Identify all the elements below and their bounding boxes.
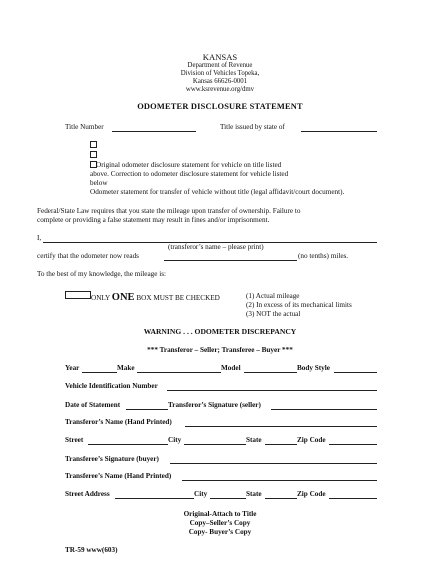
city2-field[interactable] (210, 491, 246, 499)
knowledge-label: To the best of my knowledge, the mileage is: (37, 270, 167, 278)
transferee-printed-name-field[interactable] (182, 473, 377, 481)
title-issued-state-field[interactable] (301, 124, 377, 132)
transferee-signature-field[interactable] (170, 456, 377, 464)
copy-buyer: Copy- Buyer’s Copy (188, 528, 252, 536)
state2-label: State (246, 490, 262, 498)
option-excess-limits: (2) In excess of its mechanical limits (246, 301, 352, 309)
street-field[interactable] (88, 437, 168, 445)
box-must-be-checked-label: BOX MUST BE CHECKED (136, 294, 220, 302)
transferee-name-label: Transferee’s Name (Hand Printed) (65, 472, 172, 480)
state-label: State (246, 436, 262, 444)
law-text-line2: complete or providing a false statement may result in fines and/or imprisonment. (37, 216, 270, 224)
option-line3: below (90, 179, 108, 187)
option-line2: above. Correction to odometer disclosure statement for vehicle listed (90, 170, 289, 178)
agency-address: Kansas 66626-0001 (192, 78, 248, 85)
warning-heading: WARNING . . . ODOMETER DISCREPANCY (143, 327, 297, 336)
option-not-actual: (3) NOT the actual (246, 310, 301, 318)
zip2-label: Zip Code (297, 490, 326, 498)
one-label: ONE (111, 292, 135, 303)
i-label: I, (37, 234, 42, 242)
only-one-instruction (91, 291, 220, 304)
form-title: ODOMETER DISCLOSURE STATEMENT (137, 102, 303, 111)
title-issued-label: Title issued by state of (220, 123, 285, 131)
date-of-statement-label: Date of Statement (65, 401, 121, 409)
model-label: Model (221, 364, 241, 372)
street-address-label: Street Address (65, 490, 110, 498)
date-of-statement-field[interactable] (126, 402, 168, 410)
zip-field[interactable] (329, 437, 377, 445)
option-line1: Original odometer disclosure statement for vehicle on title listed (96, 161, 282, 169)
make-label: Make (117, 364, 135, 372)
transferor-caption: (transferor’s name – please print) (168, 243, 264, 251)
body-style-field[interactable] (334, 365, 377, 373)
checkbox-correction[interactable] (90, 151, 97, 158)
agency-dept: Department of Revenue (187, 62, 253, 69)
form-id: TR-59 www(603) (65, 546, 118, 554)
agency-website: www.ksrevenue.org/dmv (185, 86, 255, 93)
certify-label: certify that the odometer now reads (37, 252, 139, 260)
transferor-signature-field[interactable] (271, 402, 377, 410)
city-label: City (168, 436, 182, 444)
body-style-label: Body Style (297, 364, 330, 372)
transferor-name-label: Transferor’s Name (Hand Printed) (65, 418, 172, 426)
street-label: Street (65, 436, 84, 444)
year-label: Year (65, 364, 80, 372)
copy-original: Original-Attach to Title (183, 510, 257, 518)
year-field[interactable] (82, 365, 117, 373)
model-field[interactable] (244, 365, 297, 373)
transferor-printed-name-field[interactable] (185, 419, 377, 427)
street-address-field[interactable] (115, 491, 194, 499)
option-actual-mileage: (1) Actual mileage (246, 292, 300, 300)
zip-label: Zip Code (297, 436, 326, 444)
state-field[interactable] (265, 437, 297, 445)
only-label: ONLY (91, 294, 110, 302)
option-line4: Odometer statement for transfer of vehicle without title (legal affidavit/court document). (90, 188, 345, 196)
law-text-line1: Federal/State Law requires that you state the mileage upon transfer of ownership. Failure to (37, 207, 301, 215)
transfer-roles-line: *** Transferor – Seller; Transferee – Buyer *** (147, 346, 293, 354)
agency-state: KANSAS (202, 52, 238, 62)
city2-label: City (194, 490, 208, 498)
zip2-field[interactable] (329, 491, 377, 499)
city-field[interactable] (184, 437, 246, 445)
no-tenths-label: (no tenths) miles. (298, 252, 349, 260)
copy-seller: Copy–Seller’s Copy (189, 519, 251, 527)
transferee-signature-label: Transferee’s Signature (buyer) (65, 455, 159, 463)
vin-label: Vehicle Identification Number (65, 382, 158, 390)
vin-field[interactable] (167, 383, 377, 391)
mileage-check-box[interactable] (65, 291, 91, 299)
state2-field[interactable] (265, 491, 297, 499)
odometer-reading-field[interactable] (164, 253, 297, 261)
title-number-field[interactable] (112, 124, 196, 132)
title-number-label: Title Number (65, 123, 104, 131)
agency-division: Division of Vehicles Topeka, (180, 70, 260, 77)
make-field[interactable] (137, 365, 221, 373)
transferor-name-field[interactable] (43, 235, 377, 243)
transferor-signature-label: Transferor’s Signature (seller) (168, 401, 261, 409)
checkbox-original-statement[interactable] (90, 141, 97, 148)
